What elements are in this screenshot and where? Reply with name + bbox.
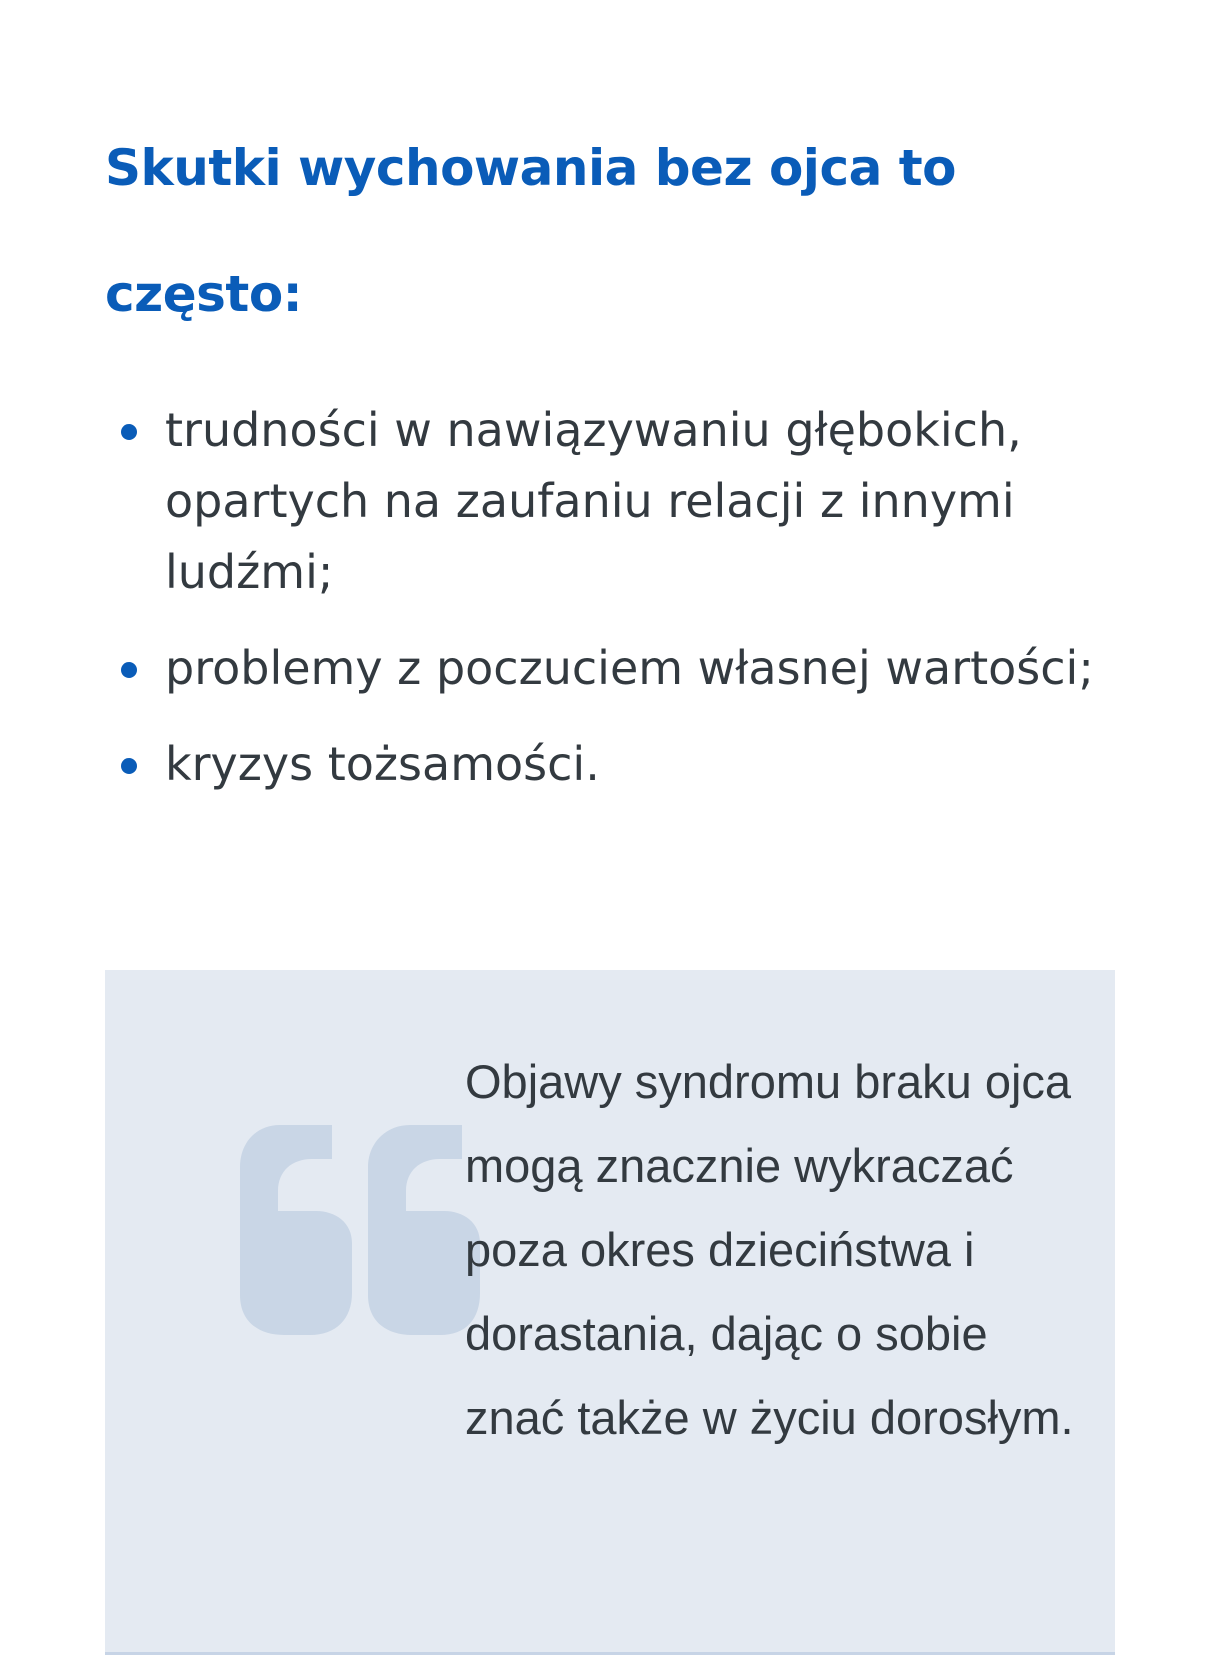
quote-text: Objawy syndromu braku ojca mogą znacznie wykraczać poza okres dzieciństwa i dorastania, dając o sobie znać także w życiu dorosłym. xyxy=(465,1055,1074,1444)
effects-list xyxy=(105,395,1115,825)
bullet-icon xyxy=(121,424,137,440)
list-item-text: problemy z poczuciem własnej wartości; xyxy=(165,641,1094,695)
bullet-icon xyxy=(121,758,137,774)
bullet-icon xyxy=(121,662,137,678)
list-item xyxy=(105,729,1115,800)
section-heading: Skutki wychowania bez ojca to często: xyxy=(105,139,956,323)
pull-quote xyxy=(105,970,1115,1655)
list-item xyxy=(105,395,1115,608)
list-item-text: trudności w nawiązywaniu głębokich, opartych na zaufaniu relacji z innymi ludźmi; xyxy=(165,403,1022,599)
list-item-text: kryzys tożsamości. xyxy=(165,737,600,791)
list-item xyxy=(105,633,1115,704)
quote-mark-icon xyxy=(240,1125,500,1345)
